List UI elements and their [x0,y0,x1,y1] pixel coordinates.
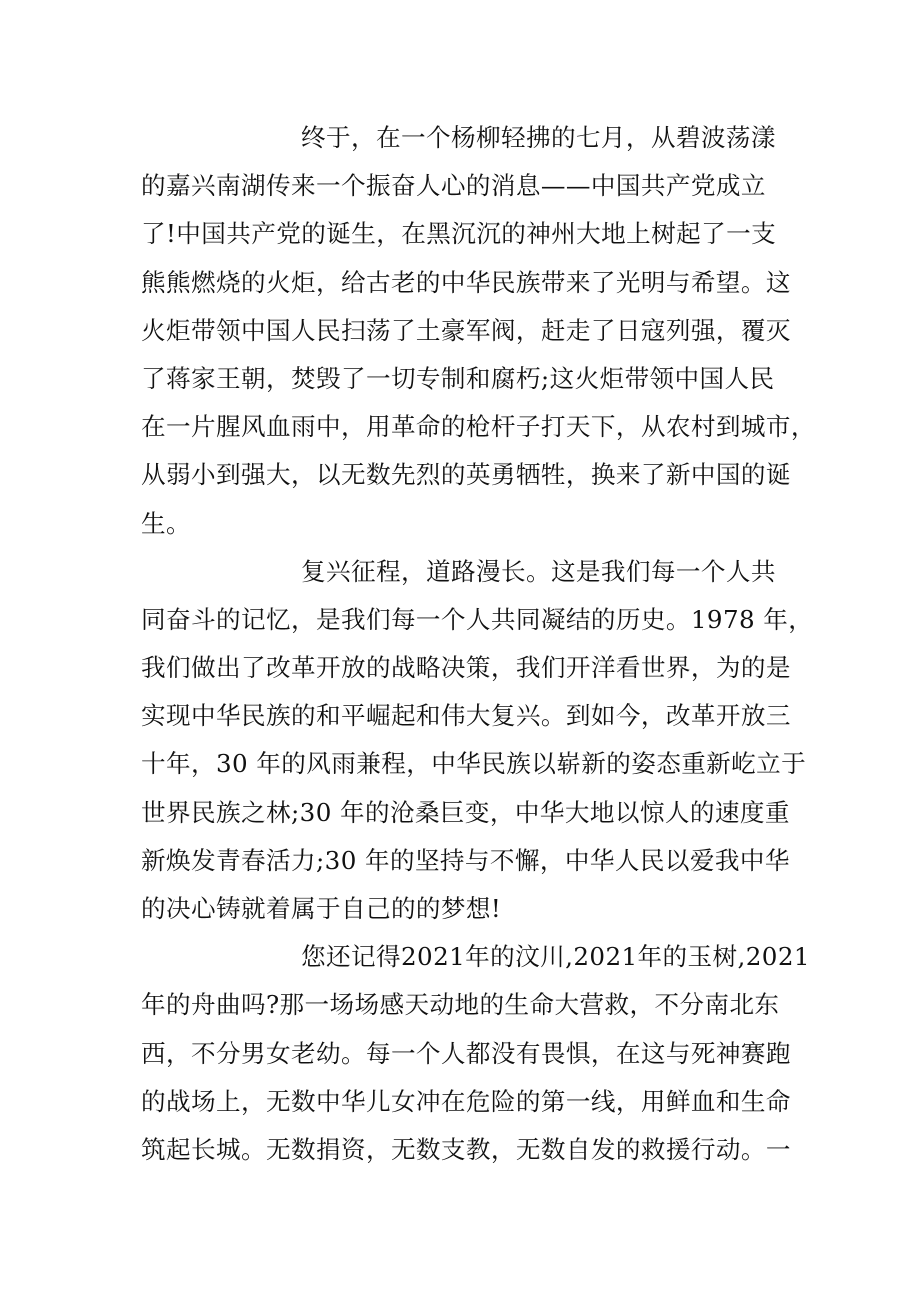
text-line: 在一片腥风血雨中，用革命的枪杆子打天下，从农村到城市， [141,412,816,442]
text-line: 西，不分男女老幼。每一个人都没有畏惧，在这与死神赛跑 [141,1038,791,1068]
text-line: 了蒋家王朝，焚毁了一切专制和腐朽;这火炬带领中国人民 [141,363,775,393]
text-line: 终于，在一个杨柳轻拂的七月，从碧波荡漾 [301,123,776,152]
text-line: 同奋斗的记忆，是我们每一个人共同凝结的历史。1978 年， [141,604,814,634]
paragraph-3 [141,933,810,1174]
text-line: 您还记得2021年的汶川,2021年的玉树,2021 [301,942,810,972]
paragraph-2 [141,548,814,934]
text-line: 新焕发青春活力;30 年的坚持与不懈，中华人民以爱我中华 [141,845,790,875]
text-line: 实现中华民族的和平崛起和伟大复兴。到如今，改革开放三 [141,701,791,731]
text-line: 从弱小到强大，以无数先烈的英勇牺牲，换来了新中国的诞 [141,460,791,490]
text-line: 的战场上，无数中华儿女冲在危险的第一线，用鲜血和生命 [141,1086,791,1116]
text-line: 我们做出了改革开放的战略决策，我们开洋看世界，为的是 [141,653,791,683]
text-line: 火炬带领中国人民扫荡了土豪军阀，赶走了日寇列强，覆灭 [141,315,791,345]
text-line: 筑起长城。无数捐资，无数支教，无数自发的救援行动。一 [141,1134,791,1164]
text-line: 世界民族之林;30 年的沧桑巨变，中华大地以惊人的速度重 [141,797,790,827]
text-line: 的嘉兴南湖传来一个振奋人心的消息——中国共产党成立 [141,171,766,201]
text-line: 十年，30 年的风雨兼程，中华民族以崭新的姿态重新屹立于 [141,749,807,779]
text-line: 生。 [141,508,191,538]
text-line: 的决心铸就着属于自己的的梦想! [141,894,502,923]
paragraph-1 [141,114,816,548]
text-line: 复兴征程，道路漫长。这是我们每一个人共 [301,556,776,586]
document-body [141,114,816,1174]
text-line: 年的舟曲吗?那一场场感天动地的生命大营救，不分南北东 [141,990,780,1020]
text-line: 熊熊燃烧的火炬，给古老的中华民族带来了光明与希望。这 [141,267,791,297]
text-line: 了!中国共产党的诞生，在黑沉沉的神州大地上树起了一支 [141,219,777,249]
